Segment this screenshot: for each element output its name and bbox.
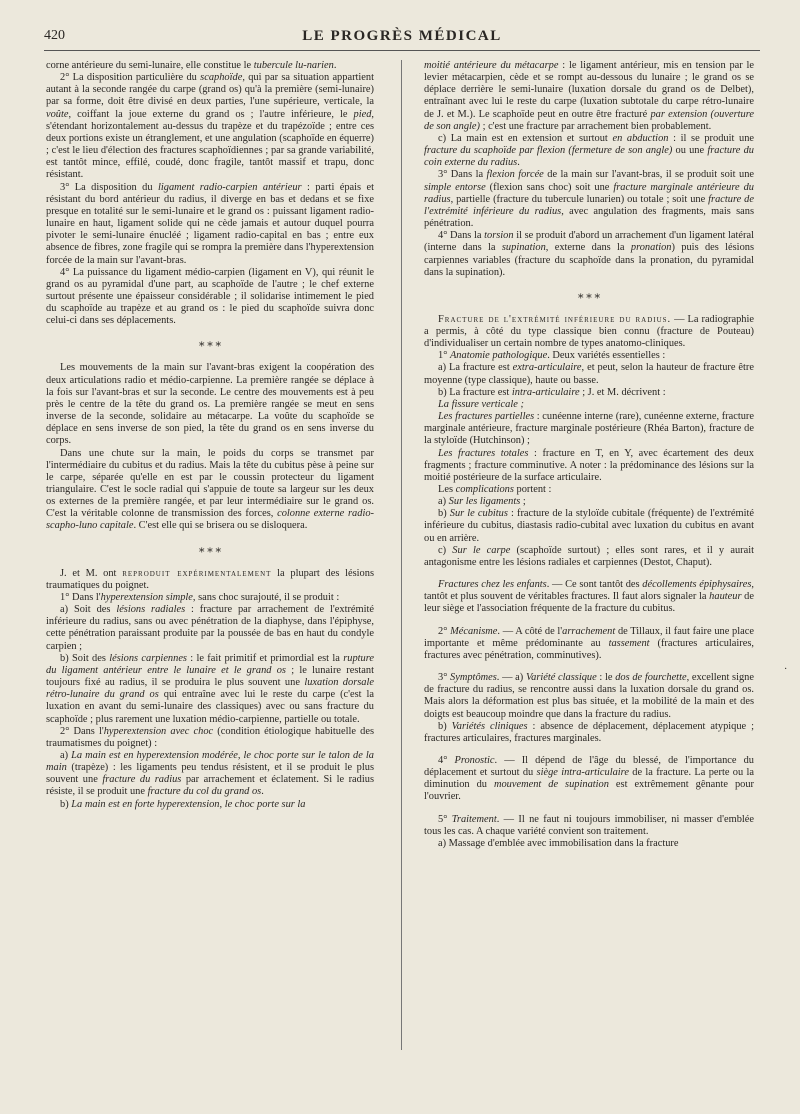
paragraph: moitié antérieure du métacarpe : le ligament antérieur, mis en tension par le levier métacarpien, cède et se rompt au-dessous du lunaire ; le grand os se déplace derrière le semi-lunaire (luxation dorsale du grand os de Delbet), entraînant avec lui le reste du carpe (luxation subtotale du carpe rétro-lunaire de J. et M.). Le scaphoïde peut en outre être fracturé par extension (ouverture de son angle) ; c'est une fracture par arrachement bien probablement. bbox=[424, 60, 754, 132]
paragraph: 2° La disposition particulière du scaphoïde, qui par sa situation appartient autant à la seconde rangée du carpe (grand os) qu'à la première (semi-lunaire) par sa forme, doit être divisé en deux parties, l'une supérieure, verticale, la voûte, coiffant la joue externe du grand os ; l'autre inférieure, le pied, s'étendant horizontalement au-dessus du trapèze et du trapézoïde ; entre ces deux portions existe un étranglement, et une angulation (scaphoïde en équerre) ; c'est le lieu d'élection des fractures scaphoïdiennes ; par sa grande variabilité, est tantôt mince, effilé, coudé, donc fragile, tantôt massif et trapu, donc résistant. bbox=[46, 72, 374, 181]
paragraph: 5° Traitement. — Il ne faut ni toujours immobiliser, ni masser d'emblée tous les cas. A chaque variété convient son traitement. bbox=[424, 813, 754, 837]
paragraph: 4° La puissance du ligament médio-carpien (ligament en V), qui réunit le grand os au pyramidal d'une part, au scaphoïde de l'autre ; le chef externe surtout présente une épaisseur considérable ; il solidarise intimement le pied du scaphoïde au trapèze et au grand os : le pied du scaphoïde suivra donc celui-ci dans ses déplacements. bbox=[46, 266, 374, 327]
paragraph: Fracture de l'extrémité inférieure du radius. — La radiographie a permis, à côté du type classique bien connu (fracture de Pouteau) d'individualiser un certain nombre de types anatomo-cliniques. bbox=[424, 313, 754, 350]
paragraph: b) Sur le cubitus : fracture de la styloïde cubitale (fréquente) de l'extrémité inférieure du cubitus, diastasis radio-cubital avec luxation du cubitus en avant ou en arrière. bbox=[424, 508, 754, 544]
paragraph: corne antérieure du semi-lunaire, elle constitue le tubercule lu-narien. bbox=[46, 60, 337, 71]
section-separator: ⁎ ⁎ ⁎ bbox=[578, 288, 600, 301]
left-column bbox=[46, 60, 374, 1100]
paragraph: Les complications portent : bbox=[438, 484, 552, 495]
section-heading: Fracture de l'extrémité inférieure du radius. bbox=[438, 313, 672, 325]
margin-mark: · bbox=[784, 664, 788, 675]
paragraph: La fissure verticale ; bbox=[438, 398, 524, 410]
section-separator: ⁎ ⁎ ⁎ bbox=[199, 542, 221, 555]
paragraph: 4° Dans la torsion il se produit d'abord un arrachement d'un ligament latéral (interne dans la supination, externe dans la pronation) puis des lésions carpiennes variables (fracture du scaphoïde dans la pronation, du pyramidal dans la supination). bbox=[424, 230, 754, 278]
paragraph: a) La fracture est extra-articulaire, et peut, selon la hauteur de fracture être moyenne (type classique), haute ou basse. bbox=[424, 362, 754, 386]
paragraph: c) Sur le carpe (scaphoïde surtout) ; elles sont rares, et il y aurait antagonisme entre les lésions radiales et carpiennes (Destot, Chaput). bbox=[424, 544, 754, 568]
paragraph: J. et M. ont reproduit expérimentalement la plupart des lésions traumatiques du poignet. bbox=[46, 567, 374, 591]
paragraph: b) Soit des lésions carpiennes : le fait primitif et primordial est la rupture du ligament antérieur entre le lunaire et le grand os ; le lunaire restant toujours fixé au radius, il se produira le plus souvent une luxation dorsale rétro-lunaire du grand os qui entraîne avec lui le reste du carpe (c'est la luxation en avant du semi-lunaire des classiques) avec ou sans fracture du scaphoïde ; plus rarement une luxation médio-carpienne, partielle ou totale. bbox=[46, 652, 374, 725]
paragraph: b) Variétés cliniques : absence de déplacement, déplacement atypique ; fractures articulaires, fractures marginales. bbox=[424, 720, 754, 744]
paragraph: Les mouvements de la main sur l'avant-bras exigent la coopération des deux articulations radio et médio-carpienne. La première rangée se déplace à la fois sur l'avant-bras et sur la seconde. Le centre des mouvements est à peu près le centre de la tête du grand os. La première rangée se meut en sens inverse de la seconde, solidaire au métacarpe. La voûte du scaphoïde se déplace en sens inverse de son pied, la tête du grand os en sens inverse du corps. bbox=[46, 362, 374, 447]
paragraph: 4° Pronostic. — Il dépend de l'âge du blessé, de l'importance du déplacement et surtout du siège intra-articulaire de la fracture. La perte ou la diminution du mouvement de supination est extrêmement gênante pour l'ouvrier. bbox=[424, 754, 754, 803]
paragraph: 1° Anatomie pathologique. Deux variétés essentielles : bbox=[438, 350, 666, 362]
column-divider bbox=[401, 60, 402, 1050]
paragraph: c) La main est en extension et surtout en abduction : il se produit une fracture du scaphoïde par flexion (fermeture de son angle) ou une fracture du coin externe du radius. bbox=[424, 132, 754, 169]
paragraph: 2° Dans l'hyperextension avec choc (condition étiologique habituelle des traumatismes du poignet) : bbox=[46, 725, 374, 749]
section-separator: ⁎ ⁎ ⁎ bbox=[199, 337, 221, 350]
paragraph: 3° Symptômes. — a) Variété classique : le dos de fourchette, excellent signe de fracture du radius, se rencontre aussi dans la luxation dorsale du grand os. Mais alors la déformation est plus bas située, et la mobilité de la main et des doigts est beaucoup moindre que dans la fracture du radius. bbox=[424, 672, 754, 720]
paragraph: Fractures chez les enfants. — Ce sont tantôt des décollements épiphysaires, tantôt et plus souvent de véritables fractures. Il faut alors signaler la hauteur de leur siège et l'association fréquente de la fracture du cubitus. bbox=[424, 579, 754, 615]
paragraph: a) Soit des lésions radiales : fracture par arrachement de l'extrémité inférieure du radius, sans ou avec pénétration de la diaphyse, dans l'épiphyse, cette pénétration paraissant produite par la poussée de bas en haut du condyle carpien ; bbox=[46, 604, 374, 652]
paragraph: 1° Dans l'hyperextension simple, sans choc surajouté, il se produit : bbox=[60, 591, 340, 603]
right-column bbox=[424, 60, 754, 1100]
paragraph: a) Massage d'emblée avec immobilisation dans la fracture bbox=[438, 837, 679, 849]
paragraph: a) La main est en hyperextension modérée, le choc porte sur le talon de la main (trapèze) : les ligaments peu tendus résistent, et il se produit le plus souvent une fracture du radius par arrachement et éclatement. Si le radius résiste, il se produit une fracture du col du grand os. bbox=[46, 749, 374, 798]
paragraph: 3° Dans la flexion forcée de la main sur l'avant-bras, il se produit soit une simple entorse (flexion sans choc) soit une fracture marginale antérieure du radius, partielle (fracture du tubercule lunarien) ou totale ; soit une fracture de l'extrémité inférieure du radius, avec angulation des fragments, mais sans pénétration. bbox=[424, 169, 754, 230]
paragraph: 3° La disposition du ligament radio-carpien antérieur : parti épais et résistant du bord antérieur du radius, il diverge en bas et dedans et se fixe presque en totalité sur le semi-lunaire et le grand os : puissant ligament radio-lunaire en haut, ligament solide qui ne cède jamais et autour duquel pourra pivoter le semi-lunaire énucléé ; ligament radio-capital en bas ; entre eux absence de fibres, zone fragile qui se rompra la première dans l'hyperextension forcée de la main sur l'avant-bras. bbox=[46, 181, 374, 266]
journal-title: LE PROGRÈS MÉDICAL bbox=[302, 28, 502, 44]
paragraph: Les fractures partielles : cunéenne interne (rare), cunéenne externe, fracture marginale antérieure, fracture marginale postérieure (Rhéa Barton), fracture de la styloïde (Hutchinson) ; bbox=[424, 411, 754, 447]
paragraph: b) La main est en forte hyperextension, le choc porte sur la bbox=[60, 798, 306, 810]
paragraph: a) Sur les ligaments ; bbox=[438, 496, 526, 508]
paragraph: Dans une chute sur la main, le poids du corps se transmet par l'intermédiaire du cubitus et du radius. Mais la tête du cubitus pèse à peine sur le carpe, séparée qu'elle en est par le coussin protecteur du ligament triangulaire. C'est le socle radial qui s'appuie de toute sa largeur sur les deux os externes de la première rangée, et par leur intermédiaire sur le grand os. C'est la véritable colonne de transmission des forces, colonne externe radio-scapho-luno capitale. C'est elle qui se brisera ou se disloquera. bbox=[46, 447, 374, 532]
paragraph: b) La fracture est intra-articulaire ; J. et M. décrivent : bbox=[438, 386, 666, 398]
page-header bbox=[44, 26, 760, 51]
paragraph: Les fractures totales : fracture en T, en Y, avec écartement des deux fragments ; fracture comminutive. A noter : la prédominance des lésions sur la moitié postérieure de la surface articulaire. bbox=[424, 447, 754, 483]
page-number: 420 bbox=[44, 28, 65, 43]
paragraph: 2° Mécanisme. — A côté de l'arrachement de Tillaux, il faut faire une place importante et même prédominante au tassement (fractures articulaires, fractures avec pénétration, comminutives). bbox=[424, 625, 754, 661]
